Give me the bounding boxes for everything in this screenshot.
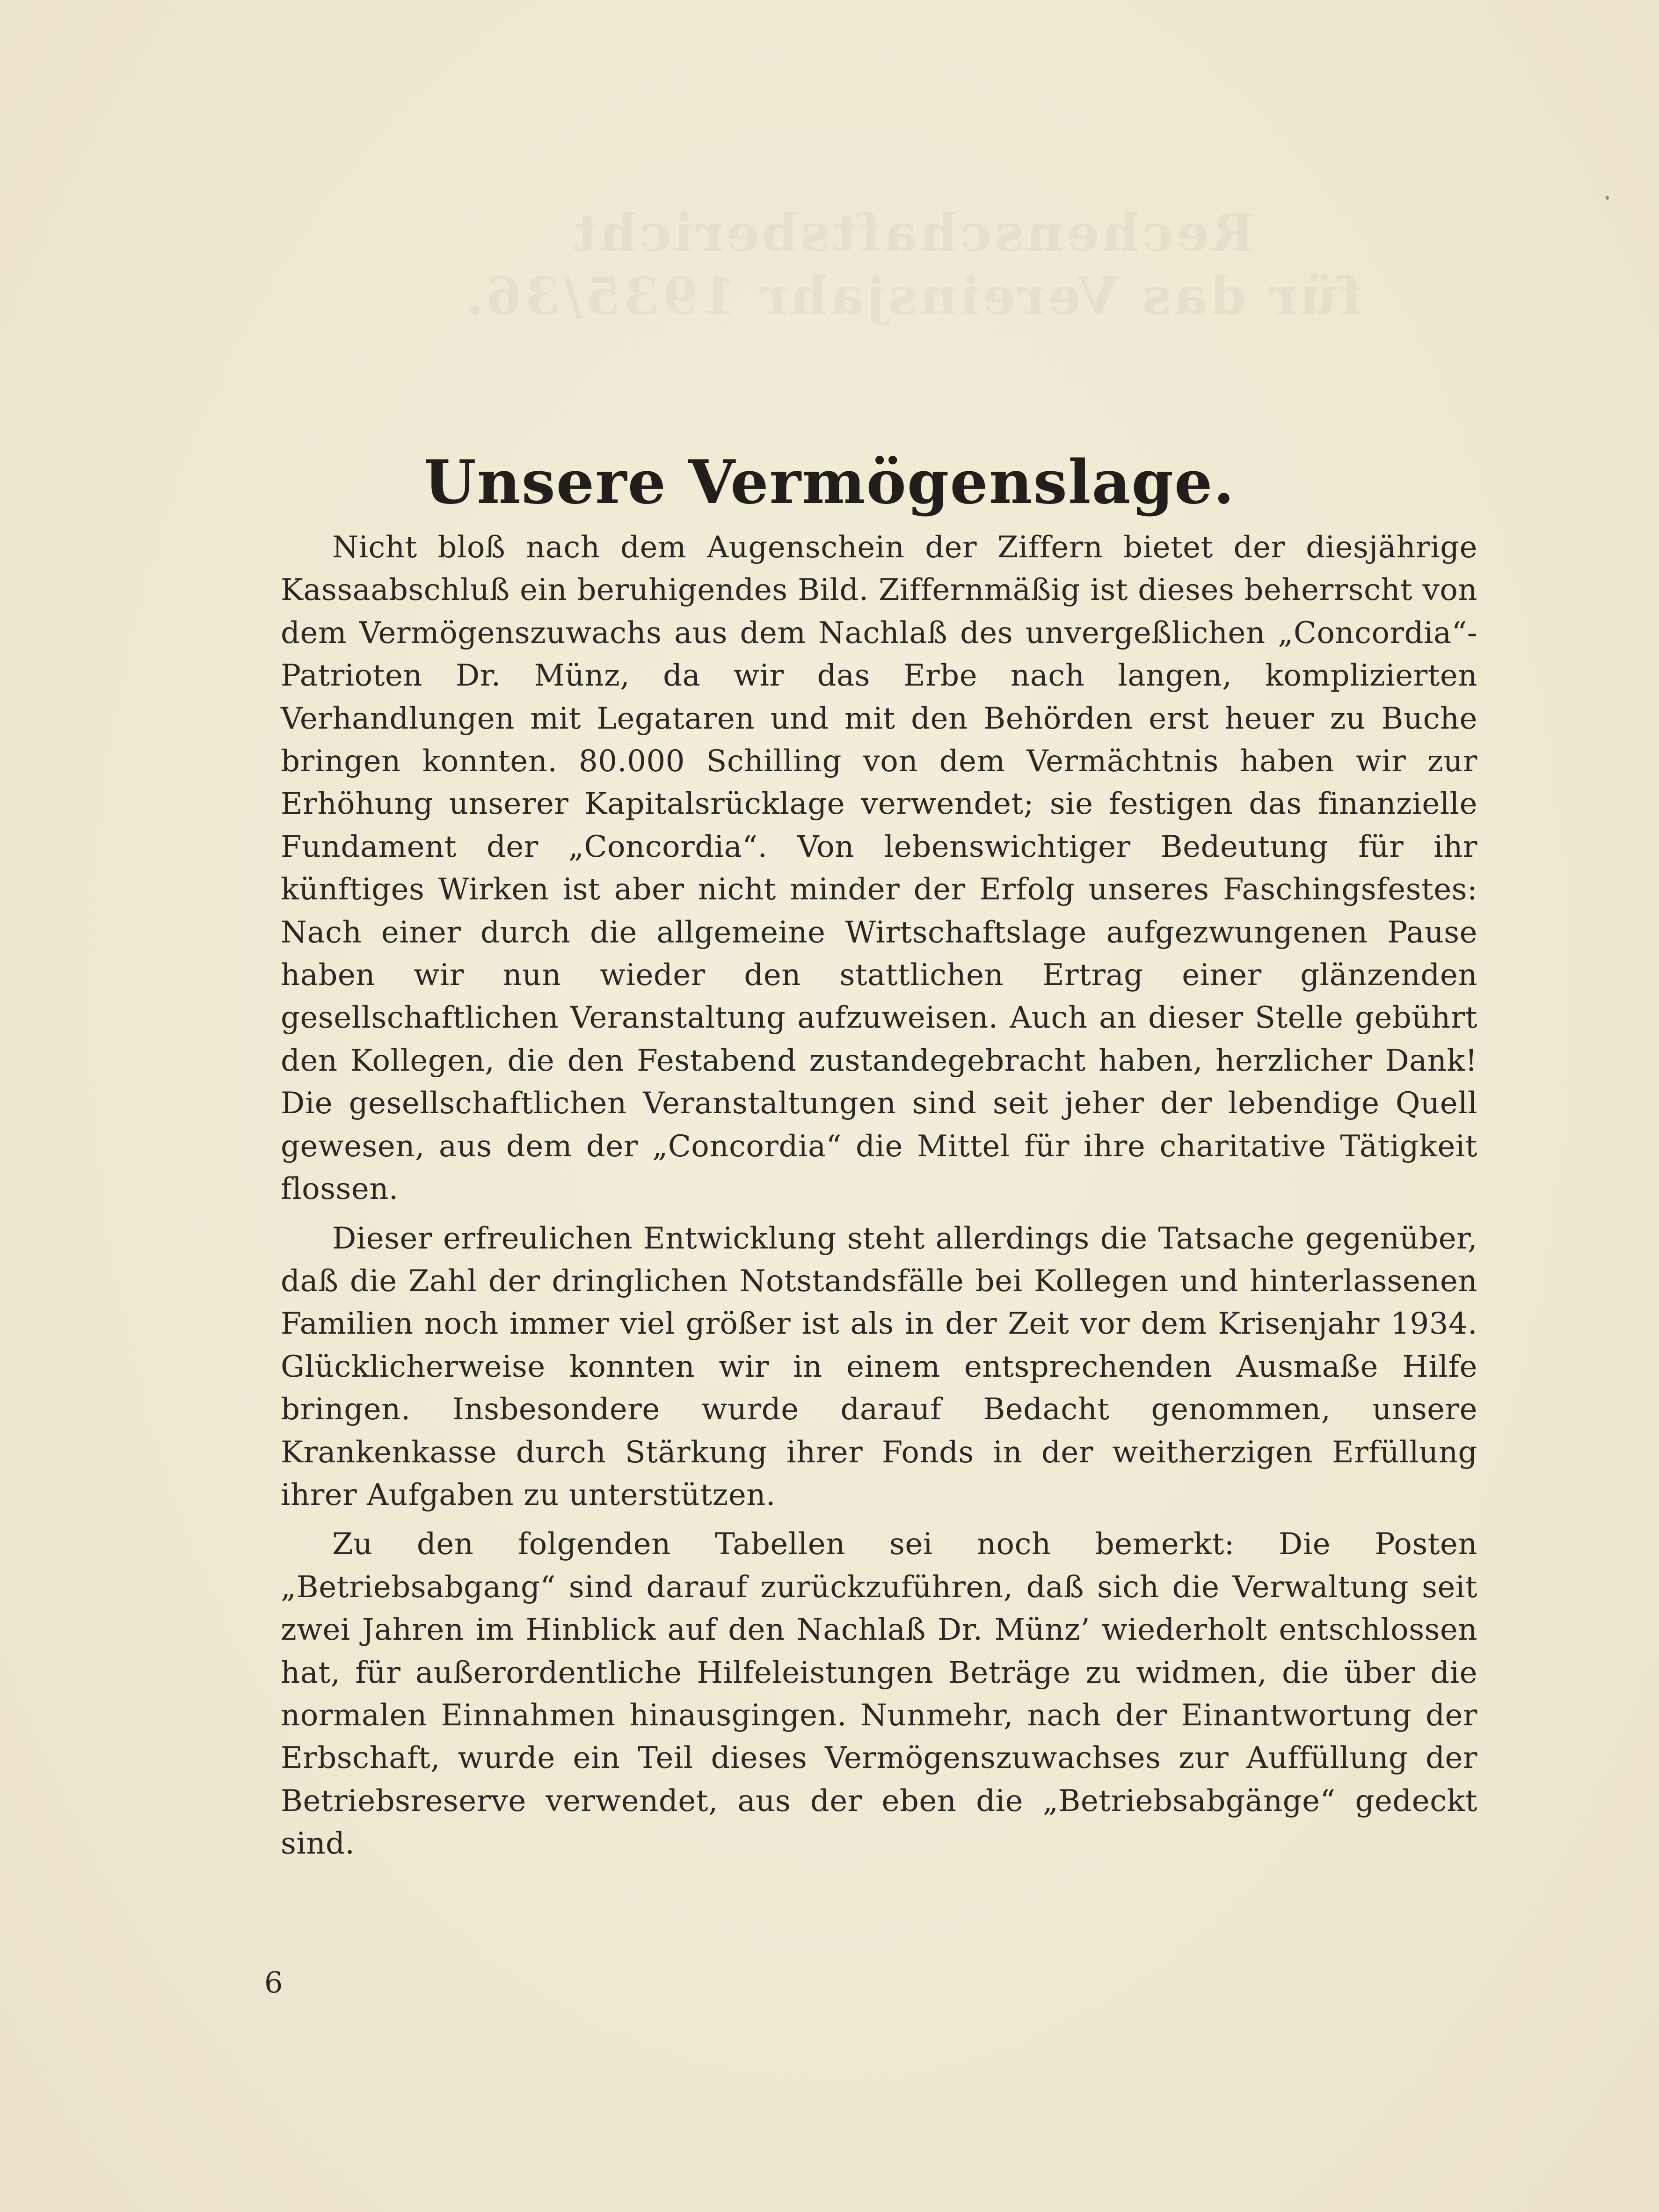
paragraph-3: Zu den folgenden Tabellen sei noch bemerkt: Die Posten „Betriebsabgang“ sind darauf zurückzuführen, daß sich die Verwaltung seit zwei Jahren im Hinblick auf den Nachlaß Dr. Münz’ wiederholt entschlossen hat, für außerordentliche Hilfeleistungen Beträge zu widmen, die über die normalen Einnahmen hinausgingen. Nunmehr, nach der Einantwortung der Erbschaft, wurde ein Teil dieses Vermögenszuwachses zur Auffüllung der Betriebsreserve verwendet, aus der eben die „Betriebsabgänge“ gedeckt sind. xyxy=(281,1527,1477,1862)
bleed-through-reverse-side xyxy=(281,201,1544,328)
bleed-through-title xyxy=(281,201,1544,328)
paragraph-2: Dieser erfreulichen Entwicklung steht allerdings die Tatsache gegenüber, daß die Zahl der dringlichen Notstandsfälle bei Kollegen und hinterlassenen Familien noch immer viel größer ist als in der Zeit vor dem Krisenjahr 1934. Glücklicherweise konnten wir in einem entsprechenden Ausmaße Hilfe bringen. Insbesondere wurde darauf Bedacht genommen, unsere Krankenkasse durch Stärkung ihrer Fonds in der weitherzigen Erfüllung ihrer Aufgaben zu unterstützen. xyxy=(281,1221,1477,1512)
page-number: 6 xyxy=(264,1965,283,2000)
bleed-through-title-line-1 xyxy=(281,201,1544,264)
bleed-through-title-line-2 xyxy=(281,264,1544,328)
paragraph-1: Nicht bloß nach dem Augenschein der Ziffern bietet der diesjährige Kassaabschluß ein beruhigendes Bild. Ziffernmäßig ist dieses beherrscht von dem Vermögenszuwachs aus dem Nachlaß des unvergeßlichen „Concordia“-Patrioten Dr. Münz, da wir das Erbe nach langen, komplizierten Verhandlungen mit Legataren und mit den Behörden erst heuer zu Buche bringen konnten. 80.000 Schilling von dem Vermächtnis haben wir zur Erhöhung unserer Kapitalsrücklage verwendet; sie festigen das finanzielle Fundament der „Concordia“. Von lebenswichtiger Bedeutung für ihr künftiges Wirken ist aber nicht minder der Erfolg unseres Faschingsfestes: Nach einer durch die allgemeine Wirtschaftslage aufgezwungenen Pause haben wir nun wieder den stattlichen Ertrag einer glänzenden gesellschaftlichen Veranstaltung aufzuweisen. Auch an dieser Stelle gebührt den Kollegen, die den Festabend zustandegebracht haben, herzlicher Dank! Die gesellschaftlichen Veranstaltungen sind seit jeher der lebendige Quell gewesen, aus dem der „Concordia“ die Mittel für ihre charitative Tätigkeit flossen. xyxy=(281,530,1477,1207)
page-title: Unsere Vermögenslage. xyxy=(424,447,1235,518)
paper-speck xyxy=(1606,196,1609,200)
body-text xyxy=(281,526,1477,1872)
